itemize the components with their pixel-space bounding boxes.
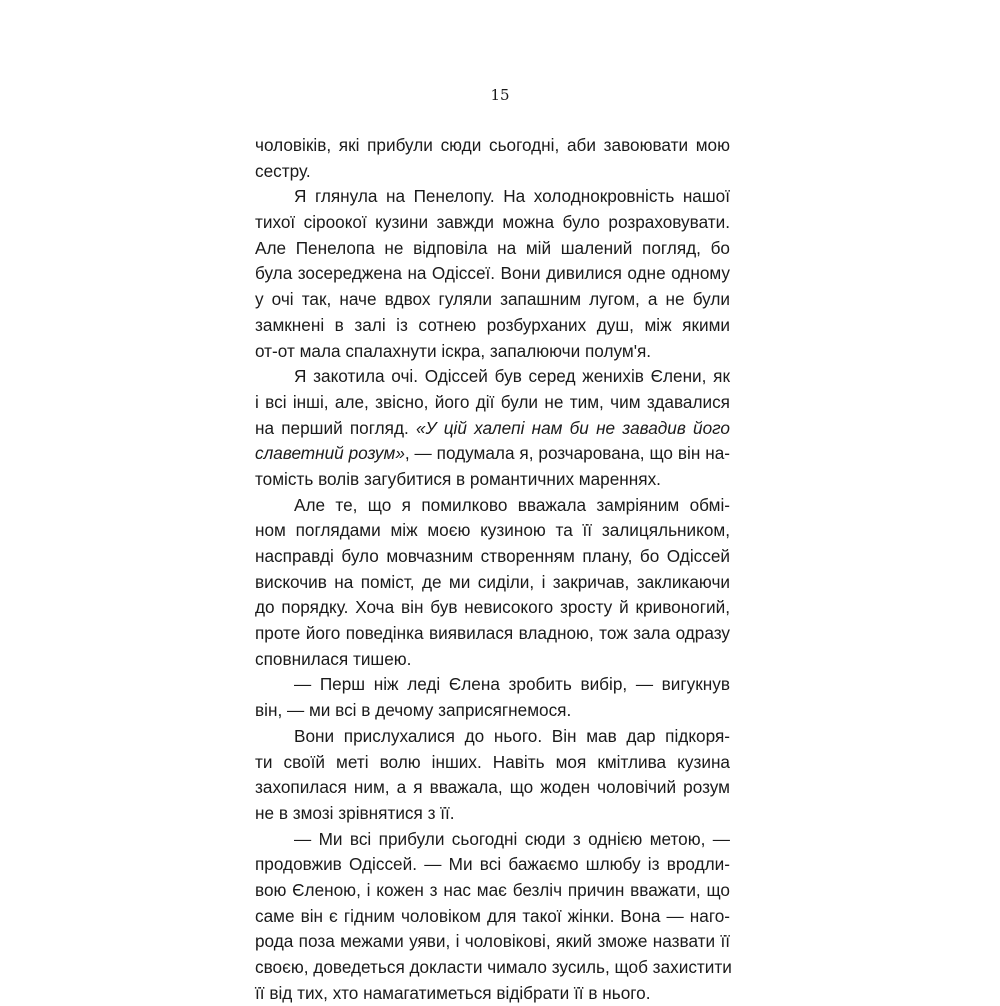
text-line: насправді було мовчазним створенням плану, бо Одіссей [255, 546, 730, 566]
text-line: Я глянула на Пенелопу. На холоднокровність нашої [294, 186, 730, 207]
italic-quote: славетний розум» [255, 443, 405, 464]
text-line: і всі інші, але, звісно, його дії були не тим, чим здавалися [255, 391, 730, 412]
text-line: була зосереджена на Одіссеї. Вони дивилися одне одному [255, 263, 730, 284]
text-line: саме він є гідним чоловіком для такої жінки. Вона — наго- [255, 905, 730, 926]
text-line: сестру. [255, 160, 311, 181]
text-line: чоловіків, які прибули сюди сьогодні, аби завоювати мою [255, 135, 730, 155]
text-line: сповнилася тишею. [255, 648, 412, 669]
text-line: продовжив Одіссей. — Ми всі бажаємо шлюбу із вродли- [255, 854, 730, 875]
text-line: рода поза межами уяви, і чоловікові, який зможе назвати її [255, 931, 730, 952]
text-line: своєю, доведеться докласти чимало зусиль, щоб захистити [255, 957, 732, 977]
text-line: у очі так, наче вдвох гуляли запашним лугом, а не були [255, 289, 730, 310]
text-line: — Перш ніж леді Єлена зробить вибір, — вигукнув [294, 674, 730, 695]
text-line: Я закотила очі. Одіссей був серед женихів Єлени, як [294, 366, 730, 387]
text-line: ном поглядами між моєю кузиною та її залицяльником, [255, 520, 730, 541]
text-line: не в змозі зрівнятися з її. [255, 802, 455, 823]
text-line: от-от мала спалахнути іскра, запалюючи полум'я. [255, 340, 652, 361]
text-line: проте його поведінка виявилася владною, тож зала одразу [255, 623, 730, 644]
page-number: 15 [490, 86, 510, 104]
text-line: томість волів загубитися в романтичних мареннях. [255, 468, 661, 489]
text-line: тихої сіроокої кузини завжди можна було розраховувати. [255, 212, 730, 233]
text-line: вою Єленою, і кожен з нас має безліч причин вважати, що [255, 879, 730, 900]
italic-quote: «У цій халепі нам би не завадив його [415, 417, 730, 438]
body-text [255, 133, 730, 1006]
text-segment: , — подумала я, розчарована, що він на- [404, 443, 730, 464]
text-line: він, — ми всі в дечому заприсягнемося. [255, 700, 572, 721]
text-line: Але Пенелопа не відповіла на мій шалений погляд, бо [255, 237, 730, 258]
text-line: — Ми всі прибули сьогодні сюди з однією метою, — [294, 828, 730, 849]
text-line: замкнені в залі із сотнею розбурханих душ, між якими [255, 314, 730, 335]
text-line [255, 441, 730, 467]
text-line: Вони прислухалися до нього. Він мав дар підкоря- [294, 725, 730, 746]
text-segment: на перший погляд. [255, 417, 416, 438]
text-line: Але те, що я помилково вважала замріяним обмі- [294, 494, 730, 515]
text-line: вискочив на поміст, де ми сиділи, і закричав, закликаючи [255, 571, 730, 592]
text-line [255, 416, 730, 442]
text-line: її від тих, хто намагатиметься відібрати її в нього. [255, 982, 651, 1003]
text-line: до порядку. Хоча він був невисокого зросту й кривоногий, [255, 597, 730, 618]
text-line: захопилася ним, а я вважала, що жоден чоловічий розум [255, 777, 730, 798]
text-line: ти своїй меті волю інших. Навіть моя кмітлива кузина [255, 751, 730, 772]
